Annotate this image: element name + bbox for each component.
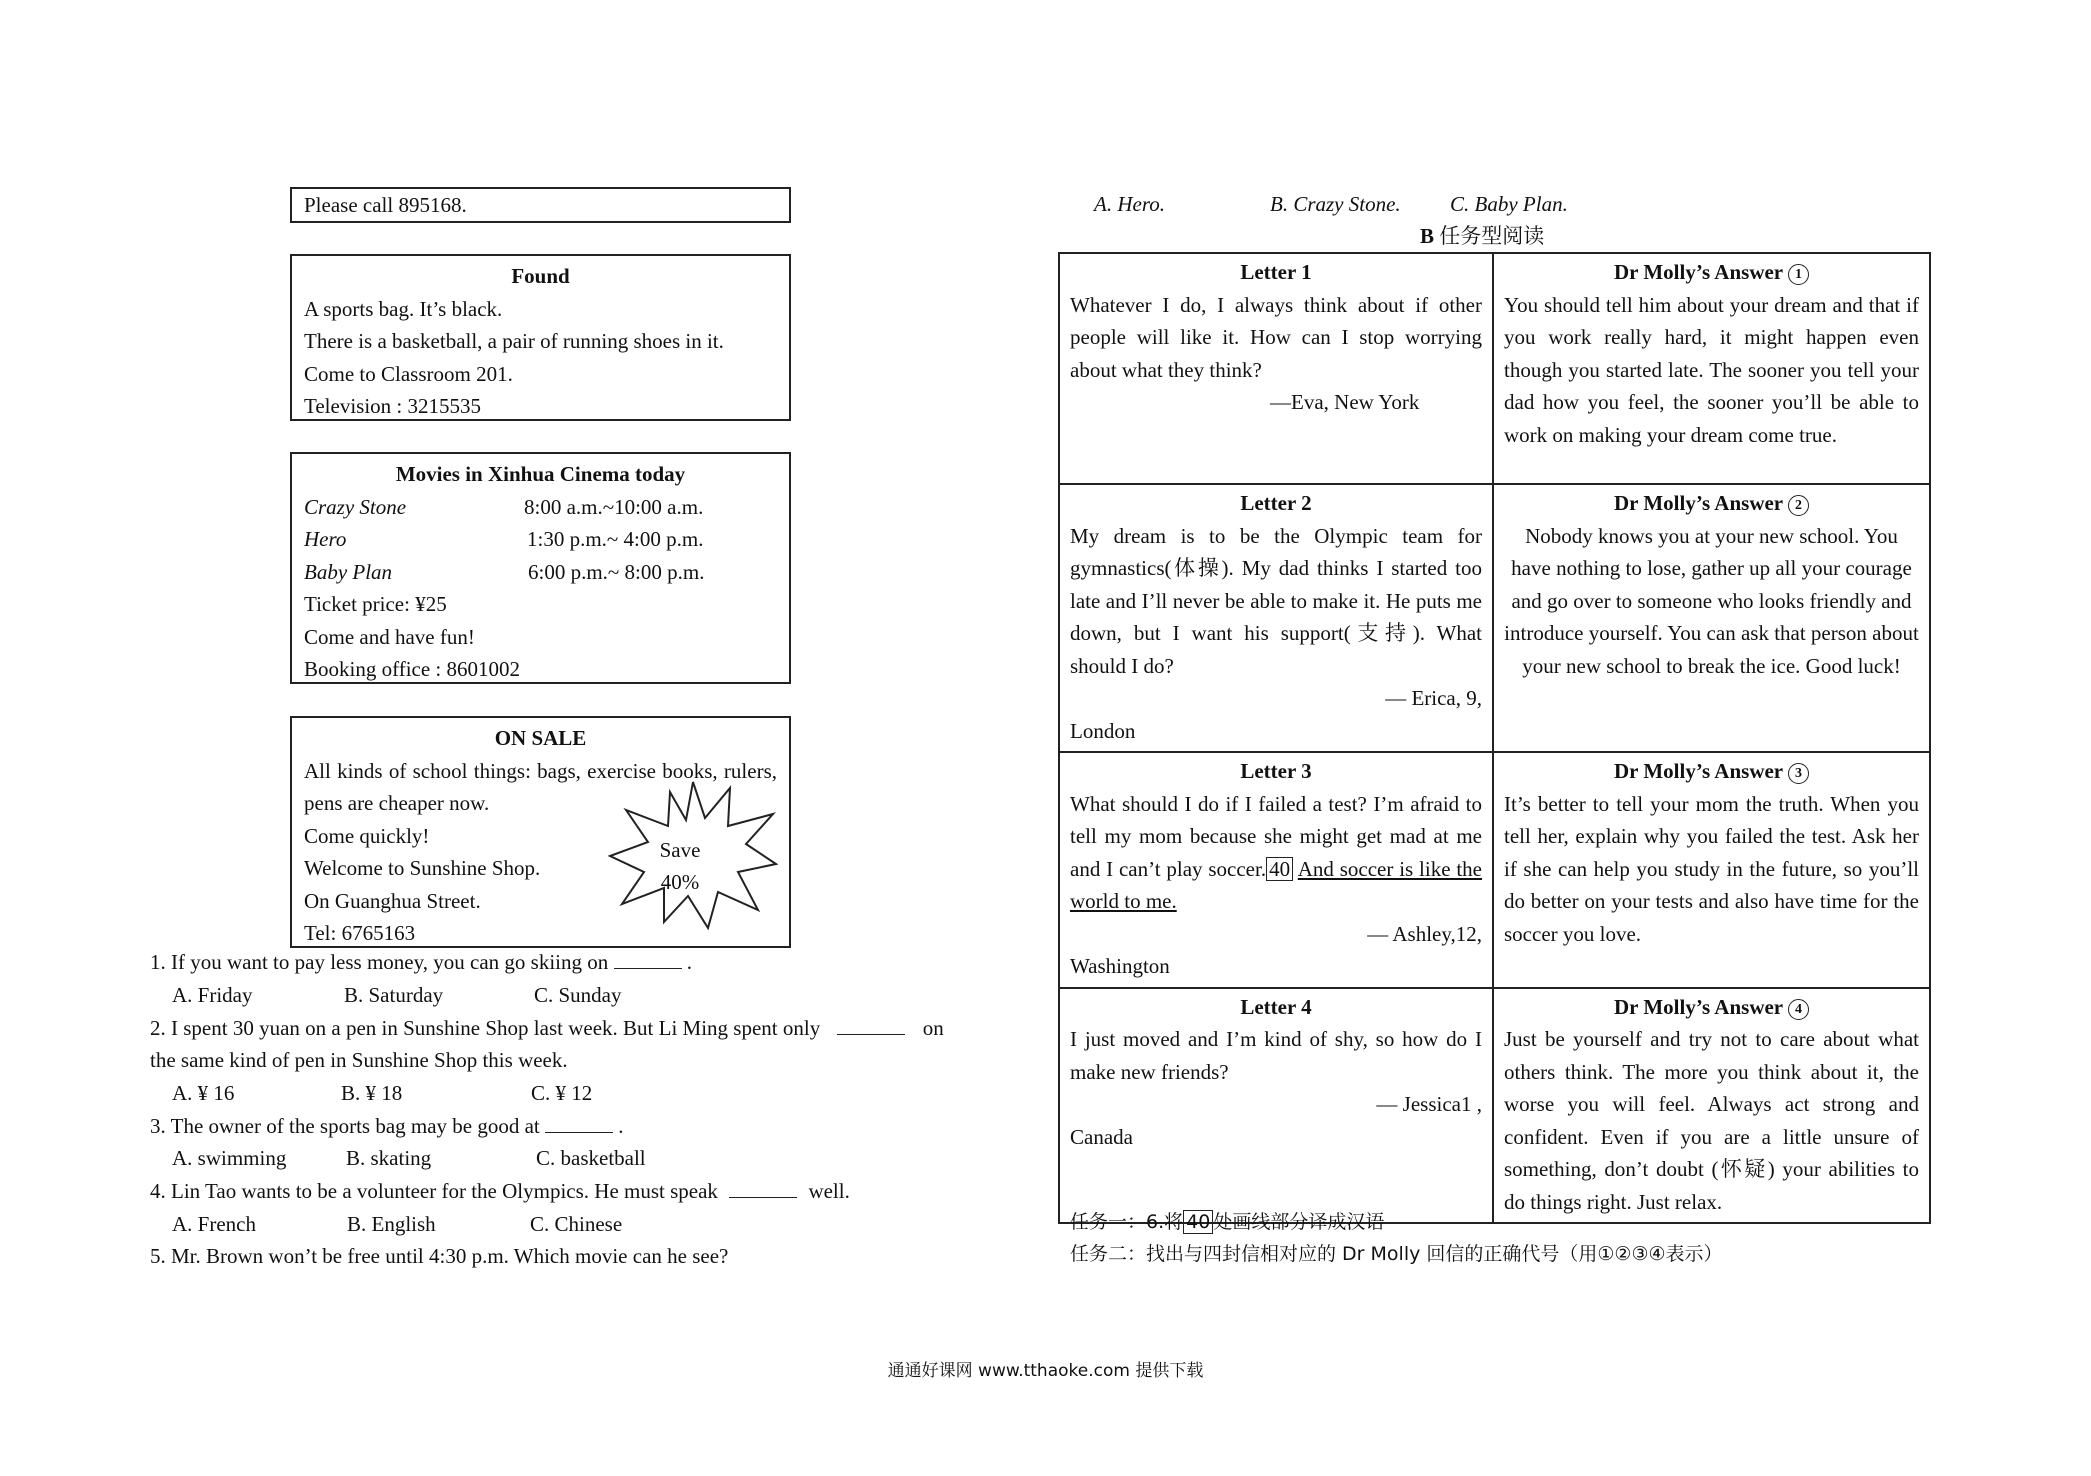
question-2 <box>150 1012 944 1045</box>
answer-title <box>1504 487 1919 520</box>
option[interactable]: A. French <box>172 1212 256 1236</box>
sale-line: Welcome to Sunshine Shop. <box>304 856 541 880</box>
answer-cell <box>1493 988 1930 1224</box>
notice-box <box>290 187 791 223</box>
question-2-cont: the same kind of pen in Sunshine Shop this week. <box>150 1048 568 1072</box>
option[interactable]: C. basketball <box>536 1146 646 1170</box>
letter-place: London <box>1070 718 1136 743</box>
option[interactable]: C. Baby Plan. <box>1450 192 1568 216</box>
table-row <box>1059 484 1930 752</box>
table-row <box>1059 752 1930 988</box>
question-tail: on <box>922 1016 944 1040</box>
answer-title-text: Dr Molly’s Answer <box>1613 260 1783 284</box>
letters-table <box>1058 252 1931 1224</box>
answer-title <box>1504 256 1919 289</box>
answer-cell <box>1493 253 1930 484</box>
answer-blank[interactable] <box>837 1016 905 1035</box>
found-line: Come to Classroom 201. <box>304 361 513 386</box>
question-text: 2. I spent 30 yuan on a pen in Sunshine Shop last week. But Li Ming spent only <box>150 1016 821 1040</box>
task-one-suffix: 处画线部分译成汉语 <box>1213 1211 1385 1233</box>
answer-number: 1 <box>1788 264 1809 285</box>
letter-title: Letter 2 <box>1240 491 1312 515</box>
question-1 <box>150 946 692 979</box>
answer-blank[interactable] <box>729 1179 797 1198</box>
option[interactable]: A. Friday <box>172 983 253 1007</box>
table-row <box>1059 988 1930 1224</box>
answer-title-text: Dr Molly’s Answer <box>1613 994 1783 1019</box>
underlined-sentence: And soccer is like the world to me. <box>1070 856 1482 913</box>
task-two: 任务二：找出与四封信相对应的 Dr Molly 回信的正确代号（用①②③④表示） <box>1070 1243 1723 1265</box>
task-one <box>1070 1206 1384 1238</box>
answer-cell <box>1493 484 1930 752</box>
q5-options <box>1094 188 1568 221</box>
option[interactable]: C. ¥ 12 <box>531 1081 593 1105</box>
option[interactable]: C. Chinese <box>530 1212 623 1236</box>
sale-line: Come quickly! <box>304 823 430 848</box>
options-3 <box>172 1142 646 1175</box>
answer-body: It’s better to tell your mom the truth. When you tell her, explain why you failed the test. Ask her if she can help you study in the future, so you’ll do better on your tests and also have time for the soccer you love. <box>1504 791 1919 946</box>
question-3 <box>150 1110 624 1143</box>
question-text: 3. The owner of the sports bag may be good at <box>150 1114 540 1138</box>
badge-line: Save <box>659 838 701 862</box>
option[interactable]: B. English <box>347 1212 436 1236</box>
option[interactable]: B. skating <box>346 1146 432 1170</box>
options-4 <box>172 1208 622 1241</box>
found-line: A sports bag. It’s black. <box>304 296 503 321</box>
movie-name: Crazy Stone <box>304 494 407 519</box>
sale-line: On Guanghua Street. <box>304 888 481 913</box>
movie-time: 8:00 a.m.~10:00 a.m. <box>524 494 704 519</box>
answer-title <box>1504 991 1919 1024</box>
letter-sign: — Erica, 9, <box>1385 686 1482 710</box>
question-tail: well. <box>808 1179 850 1203</box>
movies-notice <box>290 452 791 684</box>
option[interactable]: C. Sunday <box>534 983 622 1007</box>
question-tail: . <box>618 1114 624 1138</box>
ticket-price: Ticket price: ¥25 <box>304 592 447 616</box>
option[interactable]: B. ¥ 18 <box>341 1081 403 1105</box>
task-one-marker: 40 <box>1183 1210 1213 1234</box>
letter-title: Letter 3 <box>1240 759 1312 783</box>
found-notice <box>290 254 791 421</box>
answer-number: 3 <box>1788 763 1809 784</box>
answer-cell <box>1493 752 1930 988</box>
found-line: There is a basketball, a pair of running shoes in it. <box>304 329 724 353</box>
sale-line: Tel: 6765163 <box>304 921 416 945</box>
movie-row <box>304 556 777 589</box>
page-footer: 通通好课网 www.tthaoke.com 提供下载 <box>887 1361 1204 1381</box>
answer-body: Just be yourself and try not to care about what others think. The more you think about it, the worse you will feel. Always act strong and confident. Even if you are a little unsure of something, don’t doubt (怀疑) your abilities to do things right. Just relax. <box>1504 1027 1919 1214</box>
movie-time: 6:00 p.m.~ 8:00 p.m. <box>528 559 705 584</box>
answer-title-text: Dr Molly’s Answer <box>1613 491 1783 515</box>
question-text: 1. If you want to pay less money, you can go skiing on <box>150 950 609 974</box>
answer-body: Nobody knows you at your new school. You have nothing to lose, gather up all your courage and go over to someone who looks friendly and introduce yourself. You can ask that person about your new school to break the ice. Good luck! <box>1504 523 1919 678</box>
table-row <box>1059 253 1930 484</box>
letter-body <box>1070 788 1482 918</box>
option[interactable]: A. swimming <box>172 1146 287 1170</box>
answer-title-text: Dr Molly’s Answer <box>1613 759 1783 783</box>
sale-title: ON SALE <box>494 726 587 750</box>
letter-sign: —Eva, New York <box>1270 390 1420 414</box>
letter-cell <box>1059 484 1493 752</box>
options-2 <box>172 1077 592 1110</box>
movie-name: Hero <box>304 527 347 551</box>
letter-cell <box>1059 752 1493 988</box>
letter-body: I just moved and I’m kind of shy, so how do I make new friends? <box>1070 1027 1482 1084</box>
question-5: 5. Mr. Brown won’t be free until 4:30 p.m. Which movie can he see? <box>150 1244 729 1268</box>
movie-row <box>304 491 777 524</box>
badge-line: 40% <box>660 870 700 894</box>
letter-cell <box>1059 988 1493 1224</box>
letter-place: Washington <box>1070 954 1170 978</box>
question-tail: . <box>686 950 692 974</box>
save-badge-text <box>608 834 752 898</box>
letter-title: Letter 4 <box>1240 994 1312 1019</box>
question-text: 4. Lin Tao wants to be a volunteer for the Olympics. He must speak <box>150 1179 718 1203</box>
found-title: Found <box>511 264 570 288</box>
found-line: Television : 3215535 <box>304 394 482 418</box>
answer-number: 4 <box>1788 999 1809 1020</box>
option[interactable]: B. Crazy Stone. <box>1270 192 1401 216</box>
option[interactable]: A. Hero. <box>1094 192 1165 216</box>
letter-title: Letter 1 <box>1240 260 1312 284</box>
letter-body-text: What should I do if I failed a test? I’m afraid to tell my mom because she might get mad at me and I can’t play soccer. <box>1070 791 1482 881</box>
answer-blank[interactable] <box>614 950 682 969</box>
task-one-prefix: 任务一：6.将 <box>1070 1211 1184 1233</box>
blank-marker-40: 40 <box>1266 857 1293 881</box>
section-b-heading <box>1420 220 1544 252</box>
section-label: B <box>1420 224 1435 248</box>
letter-sign: — Jessica1 , <box>1376 1092 1482 1116</box>
movies-fun: Come and have fun! <box>304 624 475 649</box>
movies-title: Movies in Xinhua Cinema today <box>395 462 686 486</box>
letter-body: Whatever I do, I always think about if other people will like it. How can I stop worrying about what they think? <box>1070 292 1482 382</box>
letter-body: My dream is to be the Olympic team for gymnastics(体操). My dad thinks I started too late and I’ll never be able to make it. He puts me down, but I want his support(支持). What should I do? <box>1070 523 1482 678</box>
booking-office: Booking office : 8601002 <box>304 657 521 681</box>
letter-cell <box>1059 253 1493 484</box>
answer-number: 2 <box>1788 495 1809 516</box>
question-4 <box>150 1175 850 1208</box>
sale-paragraph: All kinds of school things: bags, exercise books, rulers, pens are cheaper now. <box>304 758 777 815</box>
answer-title <box>1504 755 1919 788</box>
option[interactable]: A. ¥ 16 <box>172 1081 235 1105</box>
letter-place: Canada <box>1070 1124 1133 1149</box>
movie-name: Baby Plan <box>304 559 393 584</box>
answer-blank[interactable] <box>545 1114 613 1133</box>
movie-row <box>304 523 777 556</box>
answer-body: You should tell him about your dream and that if you work really hard, it might happen even though you started late. The sooner you tell your dad how you feel, the sooner you’ll be able to work on making your dream come true. <box>1504 292 1919 447</box>
letter-sign: — Ashley,12, <box>1367 921 1482 946</box>
options-1 <box>172 979 622 1012</box>
section-title: 任务型阅读 <box>1439 224 1545 248</box>
movie-time: 1:30 p.m.~ 4:00 p.m. <box>527 527 704 551</box>
option[interactable]: B. Saturday <box>344 983 444 1007</box>
notice-text: Please call 895168. <box>304 193 467 217</box>
